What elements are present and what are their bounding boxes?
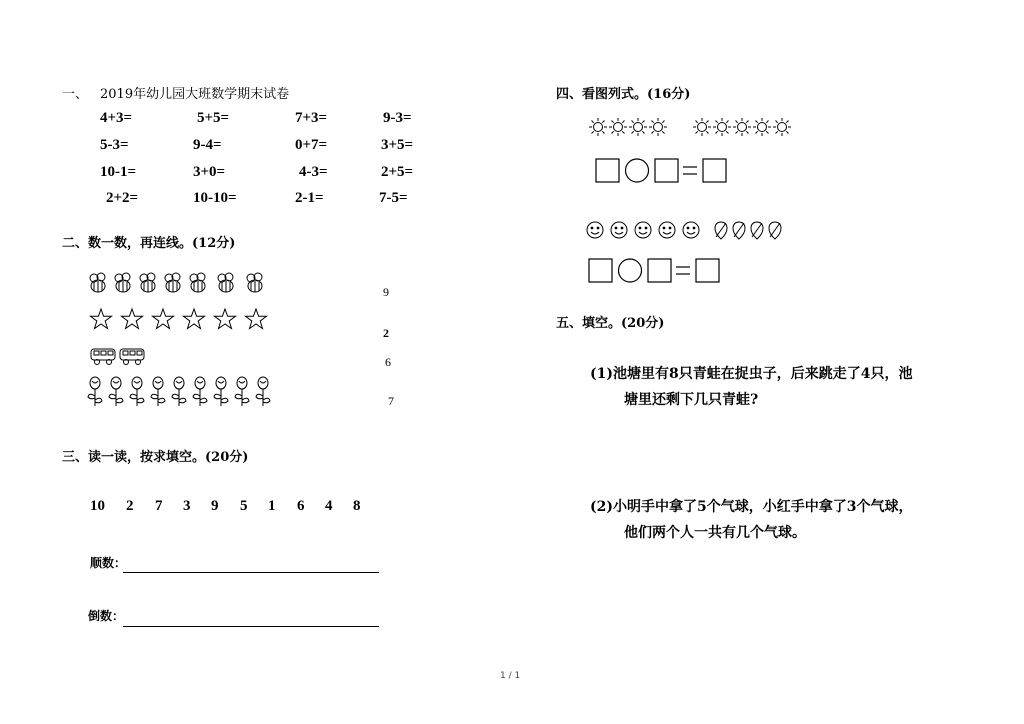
leaf-icon: [715, 222, 727, 239]
bus-row-icons: [90, 347, 160, 367]
smiley-icon: [659, 222, 675, 238]
answer-box: [596, 159, 619, 182]
sun-icon: [713, 118, 731, 136]
sequence-number: 3: [183, 498, 191, 514]
bee-row-icons: [88, 272, 278, 296]
flower-icon: [172, 377, 186, 406]
ascending-label: 顺数：: [90, 556, 127, 570]
question-1-line-1: (1)池塘里有8只青蛙在捉虫子，后来跳走了4只，池: [590, 366, 913, 382]
flower-icon: [214, 377, 228, 406]
match-number: 2: [383, 326, 389, 340]
equation: 7+3=: [295, 110, 328, 126]
star-icon: [91, 309, 112, 329]
bus-icon: [91, 349, 115, 365]
answer-box: [589, 259, 612, 282]
bee-icon: [165, 273, 180, 292]
section-2-title: 二、数一数，再连线。(12分): [62, 236, 236, 251]
bus-icon: [120, 349, 144, 365]
sequence-number: 9: [211, 498, 219, 514]
sun-icon: [649, 118, 667, 136]
question-2-line-1: (2)小明手中拿了5个气球，小红手中拿了3个气球，: [590, 499, 913, 515]
equation: 2-1=: [295, 190, 324, 206]
match-number: 6: [385, 355, 391, 369]
bee-icon: [247, 273, 262, 292]
star-icon: [122, 309, 143, 329]
sequence-number: 6: [297, 498, 305, 514]
star-row-icons: [90, 308, 280, 334]
equation: 10-10=: [193, 190, 237, 206]
match-number: 9: [383, 285, 389, 299]
star-icon: [246, 309, 267, 329]
equation-template-1: [595, 158, 735, 184]
equation: 4-3=: [299, 164, 328, 180]
question-1-line-2: 塘里还剩下几只青蛙?: [624, 392, 759, 408]
sequence-number: 1: [268, 498, 276, 514]
descending-answer-line[interactable]: [123, 626, 379, 627]
flower-icon: [130, 377, 144, 406]
page-number: 1 / 1: [500, 671, 521, 681]
section-3-title: 三、读一读，按求填空。(20分): [62, 450, 249, 465]
equation: 2+2=: [106, 190, 139, 206]
match-number: 7: [388, 394, 394, 408]
flower-icon: [88, 377, 102, 406]
equation: 4+3=: [100, 110, 133, 126]
smiley-icon: [587, 222, 603, 238]
leaf-icon: [733, 222, 745, 239]
sequence-number: 7: [155, 498, 163, 514]
bee-icon: [218, 273, 233, 292]
bee-icon: [90, 273, 105, 292]
equation: 5+5=: [197, 110, 230, 126]
star-icon: [153, 309, 174, 329]
bee-icon: [140, 273, 155, 292]
leaf-icon: [751, 222, 763, 239]
sequence-number: 4: [325, 498, 333, 514]
equation: 5-3=: [100, 137, 129, 153]
sequence-number: 5: [240, 498, 248, 514]
sun-icon: [753, 118, 771, 136]
equation: 3+0=: [193, 164, 226, 180]
flower-icon: [256, 377, 270, 406]
operator-circle: [619, 259, 642, 282]
answer-box: [655, 159, 678, 182]
section-1-number: 一、: [62, 87, 89, 102]
face-row-icons: [586, 219, 796, 243]
sun-icon: [589, 118, 607, 136]
bee-icon: [190, 273, 205, 292]
bee-icon: [115, 273, 130, 292]
section-4-title: 四、看图列式。(16分): [556, 87, 691, 102]
answer-box: [648, 259, 671, 282]
flower-icon: [193, 377, 207, 406]
equation: 7-5=: [379, 190, 408, 206]
leaf-icon: [769, 222, 781, 239]
equation-template-2: [588, 258, 728, 284]
sun-icon: [693, 118, 711, 136]
section-5-title: 五、填空。(20分): [556, 316, 665, 331]
star-icon: [215, 309, 236, 329]
sun-icon: [629, 118, 647, 136]
sequence-number: 2: [126, 498, 134, 514]
page-title: 2019年幼儿园大班数学期末试卷: [100, 87, 290, 102]
smiley-icon: [635, 222, 651, 238]
sun-row-icons: [588, 117, 808, 141]
flower-icon: [109, 377, 123, 406]
flower-icon: [235, 377, 249, 406]
equation: 9-3=: [383, 110, 412, 126]
answer-box: [696, 259, 719, 282]
ascending-answer-line[interactable]: [123, 572, 379, 573]
smiley-icon: [611, 222, 627, 238]
equation: 10-1=: [100, 164, 137, 180]
answer-box: [703, 159, 726, 182]
equation: 9-4=: [193, 137, 222, 153]
flower-row-icons: [87, 376, 277, 410]
operator-circle: [626, 159, 649, 182]
smiley-icon: [683, 222, 699, 238]
sun-icon: [609, 118, 627, 136]
sun-icon: [733, 118, 751, 136]
equation: 0+7=: [295, 137, 328, 153]
descending-label: 倒数：: [88, 609, 125, 623]
equation: 3+5=: [381, 137, 414, 153]
sequence-number: 8: [353, 498, 361, 514]
star-icon: [184, 309, 205, 329]
sequence-number: 10: [90, 498, 105, 514]
equation: 2+5=: [381, 164, 414, 180]
sun-icon: [773, 118, 791, 136]
question-2-line-2: 他们两个人一共有几个气球。: [624, 525, 806, 541]
flower-icon: [151, 377, 165, 406]
